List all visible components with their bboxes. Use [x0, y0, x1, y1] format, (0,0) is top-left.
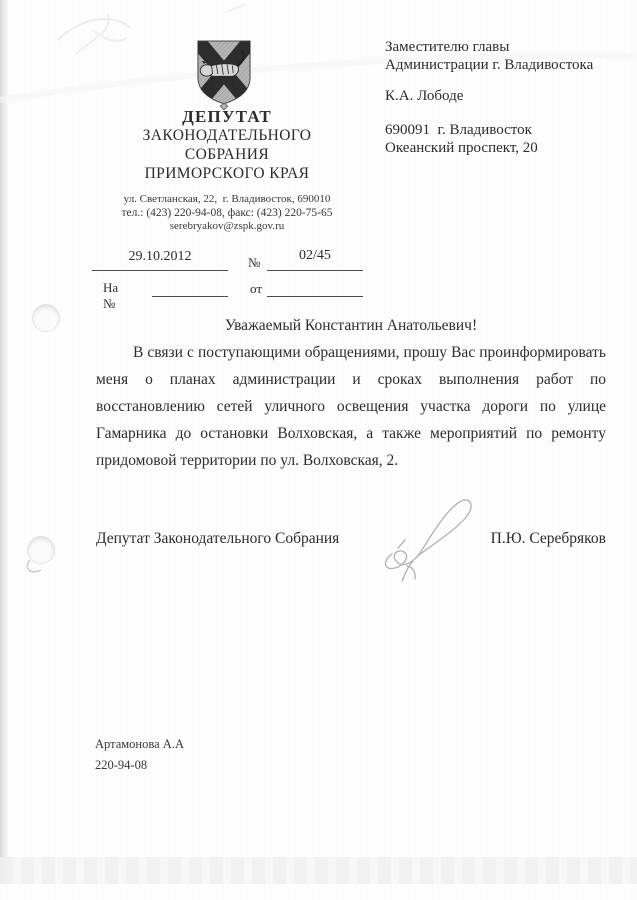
body-text-line: Гамарника до остановки Волховская, а также мероприятий по ремонту	[96, 425, 606, 442]
letterhead-title: ДЕПУТАТ	[182, 107, 272, 126]
letterhead-title-line2: ЗАКОНОДАТЕЛЬНОГО	[142, 127, 312, 144]
scan-bottom-shadow	[0, 857, 637, 884]
letterhead-address: ул. Светланская, 22, г. Владивосток, 690010	[123, 193, 331, 205]
from-date-label: от	[250, 281, 263, 296]
body-text-line: восстановлению сетей уличного освещения участка дороги по улице	[96, 398, 606, 415]
scan-left-edge	[0, 0, 9, 884]
letterhead-title-line4: ПРИМОРСКОГО КРАЯ	[144, 165, 310, 182]
recipient-block	[385, 38, 593, 157]
salutation: Уважаемый Константин Анатольевич!	[224, 317, 478, 334]
signer-position-title: Депутат Законодательного Собрания	[96, 530, 340, 547]
signer-name: П.Ю. Серебряков	[490, 530, 606, 547]
hole-punch-bottom	[27, 536, 55, 564]
body-text-line: В связи с поступающими обращениями, прошу Вас проинформировать	[133, 344, 606, 361]
handwritten-signature-scribble	[376, 490, 476, 587]
letter-number: 02/45	[299, 248, 331, 263]
recipient-address-line1: 690091 г. Владивосток	[385, 122, 532, 138]
number-underline	[267, 270, 363, 271]
letterhead-title-line3: СОБРАНИЯ	[184, 146, 270, 163]
number-sign-label: №	[248, 255, 261, 270]
letterhead-phone-fax: тел.: (423) 220-94-08, факс: (423) 220-75-65	[121, 206, 333, 219]
recipient-position-line2: Администрации г. Владивостока	[385, 57, 594, 73]
letter-date: 29.10.2012	[128, 249, 192, 264]
letter-body	[96, 312, 606, 474]
body-text-line: придомовой территории по ул. Волховская, 2.	[96, 452, 399, 469]
recipient-address-line2: Океанский проспект, 20	[385, 140, 538, 156]
executor-name: Артамонова А.А	[95, 737, 184, 751]
primorsky-krai-coat-of-arms-icon	[181, 38, 267, 110]
signature-row	[96, 530, 606, 548]
date-underline	[92, 270, 228, 271]
letterhead-email: serebryakov@zspk.gov.ru	[169, 220, 285, 232]
reply-number-underline	[152, 296, 228, 297]
hole-punch-top	[32, 304, 60, 332]
letterhead	[97, 107, 357, 234]
reply-to-label: На №	[103, 280, 119, 311]
letterhead-contacts	[97, 193, 357, 234]
executor-block	[95, 734, 184, 776]
body-paragraph	[96, 339, 606, 474]
executor-phone: 220-94-08	[95, 758, 148, 772]
recipient-position-line1: Заместителю главы	[385, 39, 510, 55]
recipient-name: К.А. Лободе	[385, 88, 464, 104]
from-date-underline	[267, 296, 363, 297]
body-text-line: меня о планах администрации и сроках выполнения работ по	[96, 371, 606, 388]
